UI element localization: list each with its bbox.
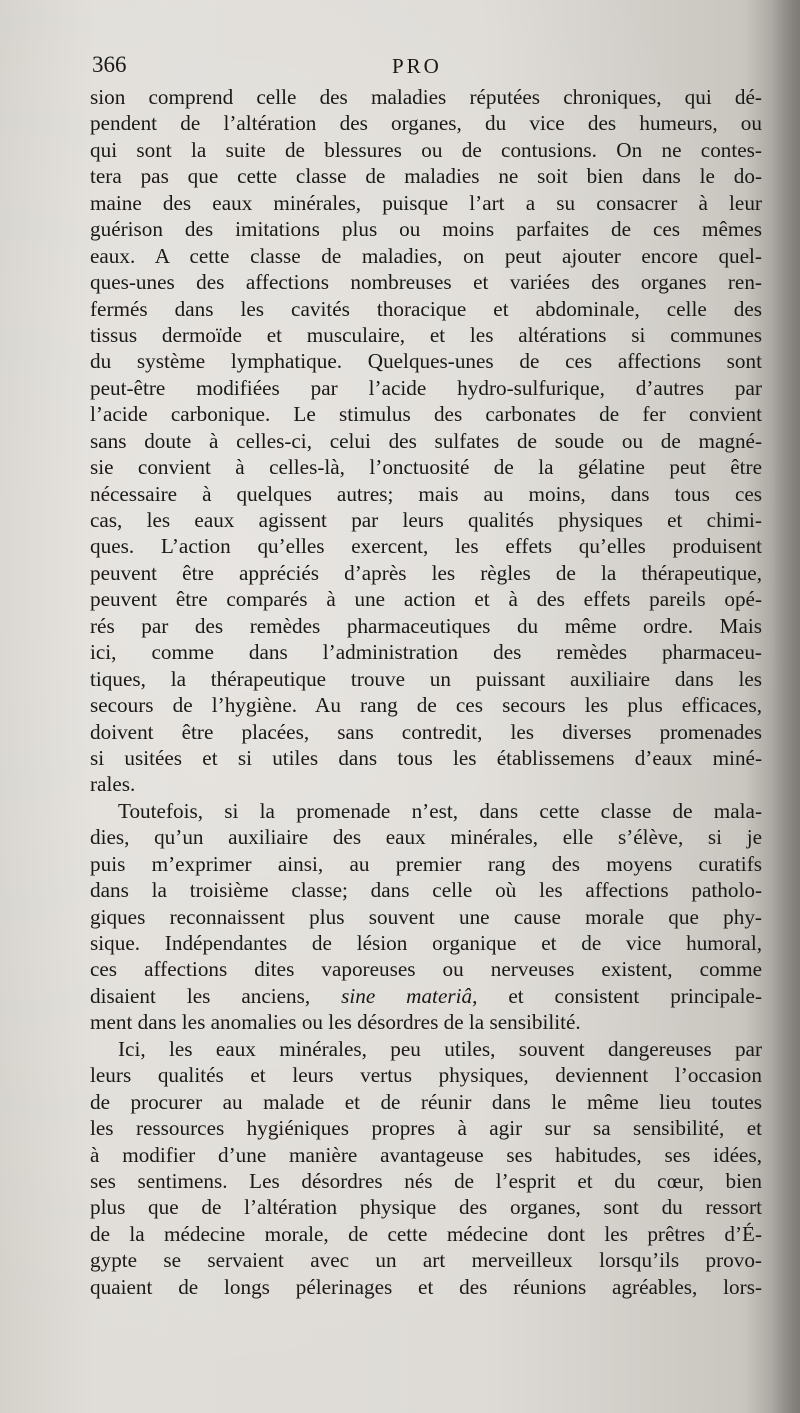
text-line: doivent être placées, sans contredit, les diverses promenades (90, 719, 762, 744)
text-line: tera pas que cette classe de maladies ne soit bien dans le do- (90, 164, 762, 189)
text-line: guérison des imitations plus ou moins parfaites de ces mêmes (90, 217, 762, 242)
text-line: si usitées et si utiles dans tous les établissemens d’eaux miné- (90, 745, 762, 770)
text-line: peuvent être appréciés d’après les règles de la thérapeutique, (90, 560, 762, 585)
text-line: ses sentimens. Les désordres nés de l’esprit et du cœur, bien (90, 1168, 762, 1193)
text-line: ques. L’action qu’elles exercent, les effets qu’elles produisent (90, 534, 762, 559)
text-line: ment dans les anomalies ou les désordres de la sensibilité. (90, 1010, 581, 1035)
text-line: ques-unes des affections nombreuses et variées des organes ren- (90, 270, 762, 295)
text-line-with-italic: disaient les anciens, sine materiâ, et consistent principale- (90, 983, 762, 1008)
page-number: 366 (92, 52, 127, 77)
text-line: secours de l’hygiène. Au rang de ces secours les plus efficaces, (90, 693, 762, 718)
text-line: tiques, la thérapeutique trouve un puissant auxiliaire dans les (90, 666, 762, 691)
text-line: ici, comme dans l’administration des remèdes pharmaceu- (90, 640, 762, 665)
text-line: pendent de l’altération des organes, du vice des humeurs, ou (90, 111, 762, 136)
text-line: à modifier d’une manière avantageuse ses habitudes, ses idées, (90, 1142, 762, 1167)
text-line: leurs qualités et leurs vertus physiques, deviennent l’occasion (90, 1063, 762, 1088)
running-head: PRO (392, 54, 442, 78)
text-line: cas, les eaux agissent par leurs qualités physiques et chimi- (90, 508, 762, 532)
text-line: les ressources hygiéniques propres à agir sur sa sensibilité, et (90, 1116, 762, 1141)
text-line: de procurer au malade et de réunir dans le même lieu toutes (90, 1089, 762, 1114)
text-line: sans doute à celles-ci, celui des sulfates de soude ou de magné- (90, 428, 762, 453)
text-line: tissus dermoïde et musculaire, et les altérations si communes (90, 322, 762, 347)
text-line: fermés dans les cavités thoracique et abdominale, celle des (90, 296, 762, 321)
text-line: qui sont la suite de blessures ou de contusions. On ne contes- (90, 137, 762, 162)
text-line: rales. (90, 772, 136, 797)
text-line: ces affections dites vaporeuses ou nerveuses existent, comme (90, 957, 762, 982)
text-line: gypte se servaient avec un art merveilleux lorsqu’ils provo- (90, 1248, 762, 1273)
text-line: du système lymphatique. Quelques-unes de ces affections sont (90, 349, 762, 374)
paragraph-start-line: Ici, les eaux minérales, peu utiles, souvent dangereuses par (118, 1036, 762, 1061)
text-line: peuvent être comparés à une action et à des effets pareils opé- (90, 587, 762, 612)
text-line: sie convient à celles-là, l’onctuosité de la gélatine peut être (90, 455, 762, 480)
paragraph-start-line: Toutefois, si la promenade n’est, dans cette classe de mala- (118, 798, 762, 823)
page-gutter-shadow (772, 0, 800, 1413)
text-line: maine des eaux minérales, puisque l’art a su consacrer à leur (90, 190, 762, 215)
text-line: puis m’exprimer ainsi, au premier rang des moyens curatifs (90, 851, 762, 876)
text-line: sion comprend celle des maladies réputées chroniques, qui dé- (90, 85, 762, 109)
text-line: sique. Indépendantes de lésion organique et de vice humoral, (90, 931, 762, 955)
text-line: dies, qu’un auxiliaire des eaux minérales, elle s’élève, si je (90, 825, 762, 850)
italic-phrase: sine materiâ (341, 983, 473, 1008)
body-text (90, 84, 762, 1300)
text-line: quaient de longs pélerinages et des réunions agréables, lors- (90, 1274, 762, 1299)
text-line: rés par des remèdes pharmaceutiques du même ordre. Mais (90, 613, 762, 638)
text-line: eaux. A cette classe de maladies, on peut ajouter encore quel- (90, 243, 762, 268)
text-line: de la médecine morale, de cette médecine dont les prêtres d’É- (90, 1221, 762, 1246)
text-line: plus que de l’altération physique des organes, sont du ressort (90, 1195, 762, 1220)
page-header (92, 52, 752, 86)
text-line: peut-être modifiées par l’acide hydro-sulfurique, d’autres par (90, 375, 762, 400)
text-line: nécessaire à quelques autres; mais au moins, dans tous ces (90, 481, 762, 506)
text-line: giques reconnaissent plus souvent une cause morale que phy- (90, 904, 762, 929)
text-line: dans la troisième classe; dans celle où les affections patholo- (90, 878, 762, 903)
text-line: l’acide carbonique. Le stimulus des carbonates de fer convient (90, 402, 762, 427)
